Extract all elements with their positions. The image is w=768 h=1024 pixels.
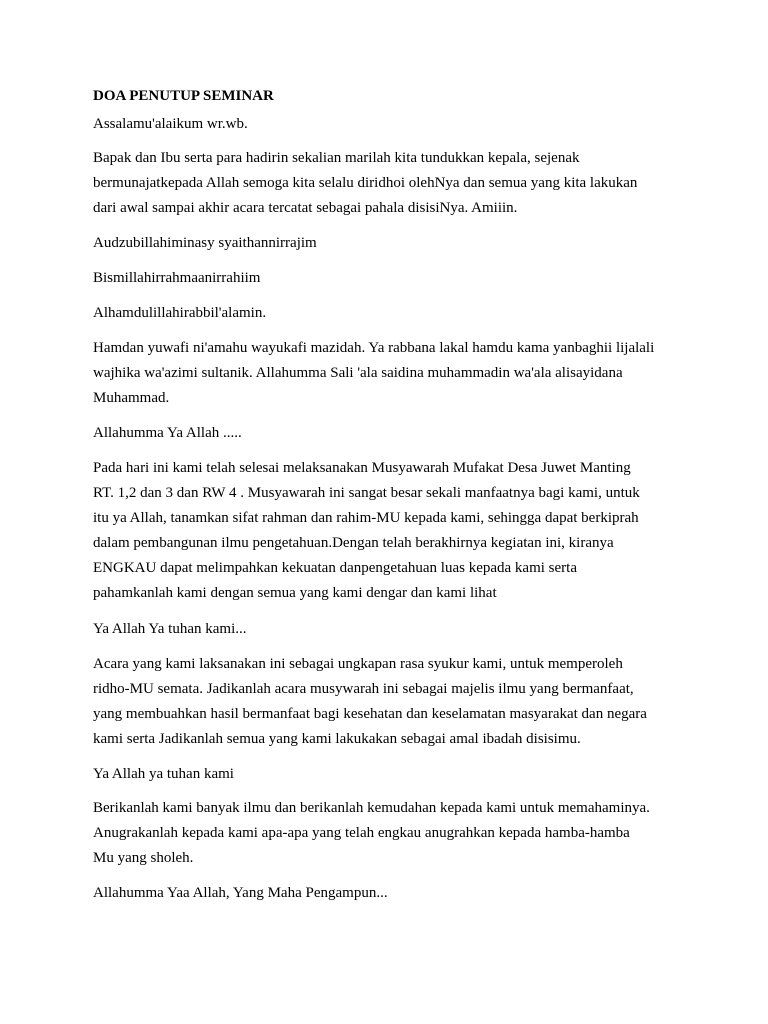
text-line: RT. 1,2 dan 3 dan RW 4 . Musyawarah ini sangat besar sekali manfaatnya bagi kami, untuk	[93, 485, 640, 501]
text-line: Anugrakanlah kepada kami apa-apa yang telah engkau anugrahkan kepada hamba-hamba	[93, 825, 630, 841]
text-line: Acara yang kami laksanakan ini sebagai ungkapan rasa syukur kami, untuk memperoleh	[93, 656, 623, 672]
text-line: Bismillahirrahmaanirrahiim	[93, 270, 261, 286]
text-line: wajhika wa'azimi sultanik. Allahumma Sali 'ala saidina muhammadin wa'ala alisayidana	[93, 365, 623, 381]
text-line: Ya Allah ya tuhan kami	[93, 766, 234, 782]
text-line: dalam pembangunan ilmu pengetahuan.Dengan telah berakhirnya kegiatan ini, kiranya	[93, 535, 614, 551]
text-line: Allahumma Yaa Allah, Yang Maha Pengampun...	[93, 885, 388, 901]
text-line: ridho-MU semata. Jadikanlah acara musywarah ini sebagai majelis ilmu yang bermanfaat,	[93, 681, 634, 697]
text-line: ENGKAU dapat melimpahkan kekuatan danpengetahuan luas kepada kami serta	[93, 560, 577, 576]
text-line: Berikanlah kami banyak ilmu dan berikanlah kemudahan kepada kami untuk memahaminya.	[93, 800, 650, 816]
text-line: bermunajatkepada Allah semoga kita selalu diridhoi olehNya dan semua yang kita lakukan	[93, 175, 638, 191]
text-line: Mu yang sholeh.	[93, 850, 194, 866]
text-line: yang membuahkan hasil bermanfaat bagi kesehatan dan keselamatan masyarakat dan negara	[93, 706, 647, 722]
text-line: kami serta Jadikanlah semua yang kami lakukakan sebagai amal ibadah disisimu.	[93, 731, 581, 747]
text-line: itu ya Allah, tanamkan sifat rahman dan rahim-MU kepada kami, sehingga dapat berkiprah	[93, 510, 639, 526]
document-title: DOA PENUTUP SEMINAR	[93, 88, 274, 104]
text-line: Muhammad.	[93, 390, 170, 406]
text-line: Bapak dan Ibu serta para hadirin sekalian marilah kita tundukkan kepala, sejenak	[93, 150, 580, 166]
text-line: Allahumma Ya Allah .....	[93, 425, 242, 441]
text-line: dari awal sampai akhir acara tercatat sebagai pahala disisiNya. Amiiin.	[93, 200, 518, 216]
text-line: Pada hari ini kami telah selesai melaksanakan Musyawarah Mufakat Desa Juwet Manting	[93, 460, 631, 476]
text-line: Ya Allah Ya tuhan kami...	[93, 621, 247, 637]
text-line: Alhamdulillahirabbil'alamin.	[93, 305, 267, 321]
text-line: Hamdan yuwafi ni'amahu wayukafi mazidah. Ya rabbana lakal hamdu kama yanbaghii lijalali	[93, 340, 655, 356]
text-line: Audzubillahiminasy syaithannirrajim	[93, 235, 317, 251]
text-line: Assalamu'alaikum wr.wb.	[93, 116, 248, 132]
text-line: pahamkanlah kami dengan semua yang kami dengar dan kami lihat	[93, 585, 497, 601]
